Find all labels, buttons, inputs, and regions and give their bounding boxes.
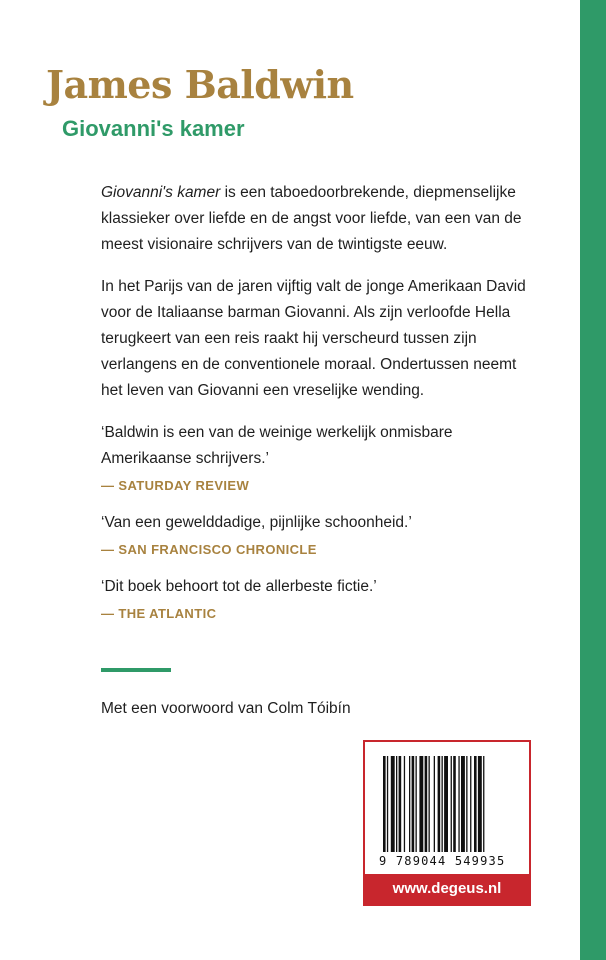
barcode-bar — [412, 756, 415, 852]
barcode-bar — [425, 756, 428, 852]
barcode-bar — [391, 756, 395, 852]
blurb-title-italic: Giovanni's kamer — [101, 184, 221, 201]
barcode-bar — [387, 756, 388, 852]
quote-3 — [101, 574, 531, 624]
author-name: James Baldwin — [46, 62, 354, 107]
barcode-box — [363, 740, 531, 906]
barcode-bar — [453, 756, 456, 852]
quote-source: — SAN FRANCISCO CHRONICLE — [101, 542, 317, 557]
blurb-paragraph-1 — [101, 180, 531, 258]
barcode-bar — [438, 756, 441, 852]
publisher-url[interactable]: www.degeus.nl — [365, 874, 529, 904]
spine-stripe — [580, 0, 606, 960]
back-cover-text — [101, 180, 531, 638]
barcode-bar — [399, 756, 402, 852]
barcode-bar — [466, 756, 467, 852]
barcode-bar — [419, 756, 423, 852]
quote-text: ‘Baldwin is een van de weinige werkelijk onmisbare Amerikaanse schrijvers.’ — [101, 424, 453, 467]
book-title: Giovanni's kamer — [62, 116, 245, 141]
blurb-p1-text: is een taboedoorbrekende, diepmenselijke klassieker over liefde en de angst voor liefde, van een van de meest visionaire schrijvers van de twintigste eeuw. — [101, 184, 522, 253]
barcode-bar — [444, 756, 448, 852]
barcode-bar — [483, 756, 484, 852]
quote-text: ‘Van een gewelddadige, pijnlijke schoonheid.’ — [101, 514, 412, 531]
barcode-bar — [383, 756, 386, 852]
barcode-bar — [451, 756, 452, 852]
quote-source: — SATURDAY REVIEW — [101, 478, 250, 493]
barcode-bar — [396, 756, 397, 852]
green-divider — [101, 668, 171, 672]
barcode-bar — [470, 756, 471, 852]
barcode-bar — [458, 756, 459, 852]
barcode-bar — [474, 756, 477, 852]
foreword-credit: Met een voorwoord van Colm Tóibín — [101, 700, 351, 717]
quote-2 — [101, 510, 531, 560]
barcode-bar — [429, 756, 430, 852]
quote-1 — [101, 420, 531, 496]
barcode-bar — [461, 756, 465, 852]
barcode-bar — [478, 756, 482, 852]
barcode-bar — [409, 756, 410, 852]
quote-text: ‘Dit boek behoort tot de allerbeste fictie.’ — [101, 578, 377, 595]
barcode-bar — [404, 756, 405, 852]
blurb-paragraph-2: In het Parijs van de jaren vijftig valt de jonge Amerikaan David voor de Italiaanse barman Giovanni. Als zijn verloofde Hella terugkeert van een reis raakt hij verscheurd tussen zijn verlangens en de conventionele moraal. Ondertussen neemt het leven van Giovanni een vreselijke wending. — [101, 278, 526, 399]
barcode-bar — [434, 756, 435, 852]
barcode-bar — [416, 756, 417, 852]
isbn-number: 9 789044 549935 — [379, 854, 506, 868]
barcode-icon — [383, 756, 511, 852]
barcode-bar — [442, 756, 443, 852]
quote-source: — THE ATLANTIC — [101, 606, 217, 621]
